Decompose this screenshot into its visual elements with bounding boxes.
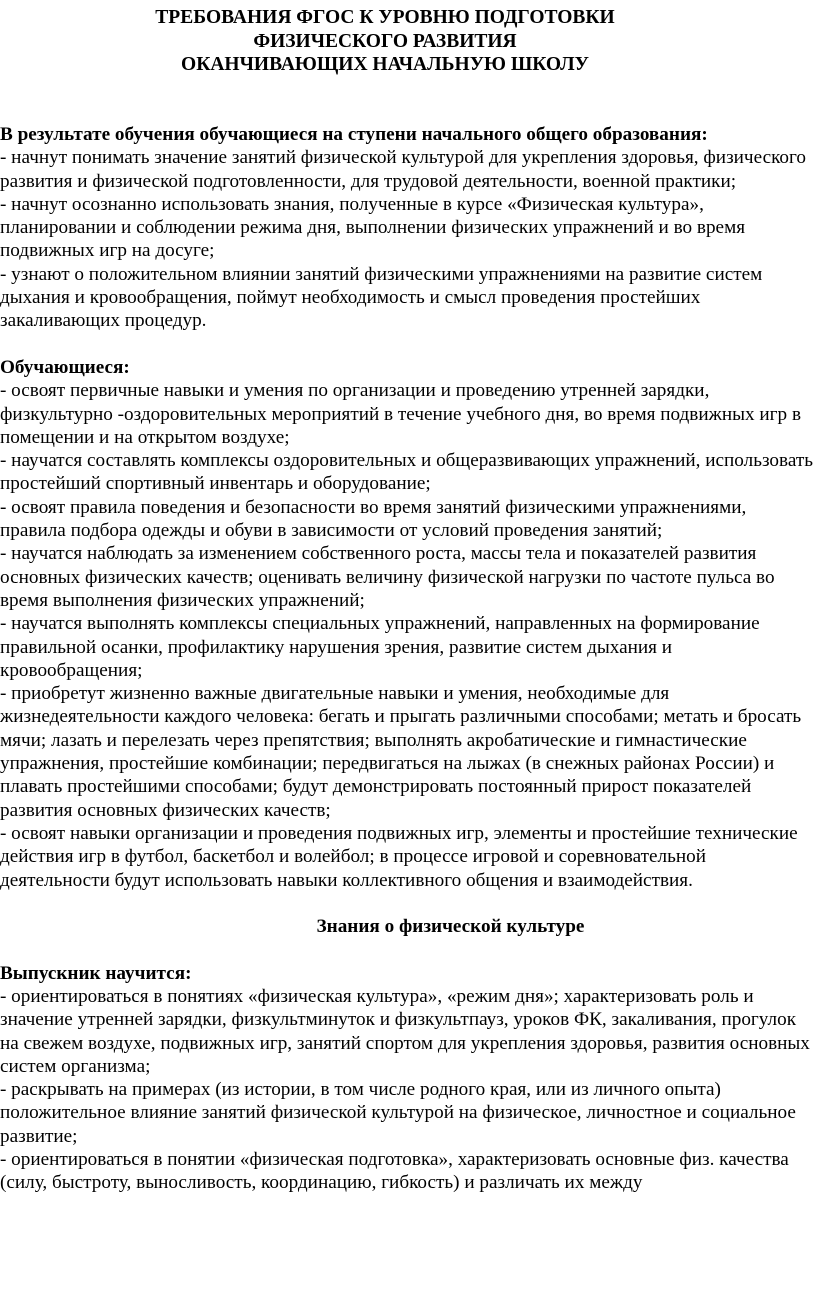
spacer <box>0 333 816 356</box>
section2-item-4: - научатся наблюдать за изменением собственного роста, массы тела и показателей развития основных физических качеств; оценивать величину физической нагрузки по частоте пульса во время выполнения физических упражнений; <box>0 543 775 611</box>
section1-item-1: - начнут понимать значение занятий физической культурой для укрепления здоровья, физического развития и физической подготовленности, для трудовой деятельности, военной практики; <box>0 147 807 192</box>
section2-item-5: - научатся выполнять комплексы специальных упражнений, направленных на формирование правильной осанки, профилактику нарушения зрения, развитие систем дыхания и кровообращения; <box>0 613 760 681</box>
section2-item-1: - освоят первичные навыки и умения по организации и проведению утренней зарядки, физкультурно -оздоровительных мероприятий в течение учебного дня, во время подвижных игр в помещении и на открытом воздухе; <box>0 380 802 448</box>
section3-center-heading: Знания о физической культуре <box>316 916 585 938</box>
title-line-3: ОКАНЧИВАЮЩИХ НАЧАЛЬНУЮ ШКОЛУ <box>181 54 589 75</box>
section1-heading: В результате обучения обучающиеся на ступени начального общего образования: <box>0 124 708 145</box>
spacer <box>0 938 816 961</box>
section2-item-3: - освоят правила поведения и безопасности во время занятий физическими упражнениями, правила подбора одежды и обуви в зависимости от условий проведения занятий; <box>0 496 747 542</box>
section3-item-2: - раскрывать на примерах (из истории, в том числе родного края, или из личного опыта) положительное влияние занятий физической культурой на физическое, личностное и социальное развитие; <box>0 1079 796 1147</box>
section3-heading: Выпускник научится: <box>0 962 192 984</box>
title-line-1: ТРЕБОВАНИЯ ФГОС К УРОВНЮ ПОДГОТОВКИ <box>155 7 615 28</box>
section2-item-7: - освоят навыки организации и проведения подвижных игр, элементы и простейшие технические действия игр в футбол, баскетбол и волейбол; в процессе игровой и соревновательной деятельности будут использовать навыки коллективного общения и взаимодействия. <box>0 822 798 891</box>
spacer <box>0 892 816 915</box>
title-line-2: ФИЗИЧЕСКОГО РАЗВИТИЯ <box>253 30 517 52</box>
section2-item-2: - научатся составлять комплексы оздоровительных и общеразвивающих упражнений, использовать простейший спортивный инвентарь и оборудование; <box>0 450 813 495</box>
document-title <box>0 6 770 77</box>
section1-item-3: - узнают о положительном влиянии занятий физическими упражнениями на развитие систем дыхания и кровообращения, поймут необходимость и смысл проведения простейших закаливающих процедур. <box>0 263 763 332</box>
section3-item-3: - ориентироваться в понятии «физическая подготовка», характеризовать основные физ. качества (силу, быстроту, выносливость, координацию, гибкость) и различать их между <box>0 1149 789 1194</box>
document-body <box>0 123 816 1195</box>
section2-heading: Обучающиеся: <box>0 356 130 378</box>
section3-item-1: - ориентироваться в понятиях «физическая культура», «режим дня»; характеризовать роль и значение утренней зарядки, физкультминуток и физкультпауз, уроков ФК, закаливания, прогулок на свежем воздухе, подвижных игр, занятий спортом для укрепления здоровья, развития основных систем организма; <box>0 985 810 1077</box>
section2-item-6: - приобретут жизненно важные двигательные навыки и умения, необходимые для жизнедеятельности каждого человека: бегать и прыгать различными способами; метать и бросать мячи; лазать и перелезать через препятствия; выполнять акробатические и гимнастические упражнения, простейшие комбинации; передвигаться на лыжах (в снежных районах России) и плавать простейшими способами; будут демонстрировать постоянный прирост показателей развития основных физических качеств; <box>0 683 802 821</box>
section1-item-2: - начнут осознанно использовать знания, полученные в курсе «Физическая культура», планировании и соблюдении режима дня, выполнении физических упражнений и во время подвижных игр на досуге; <box>0 193 746 262</box>
